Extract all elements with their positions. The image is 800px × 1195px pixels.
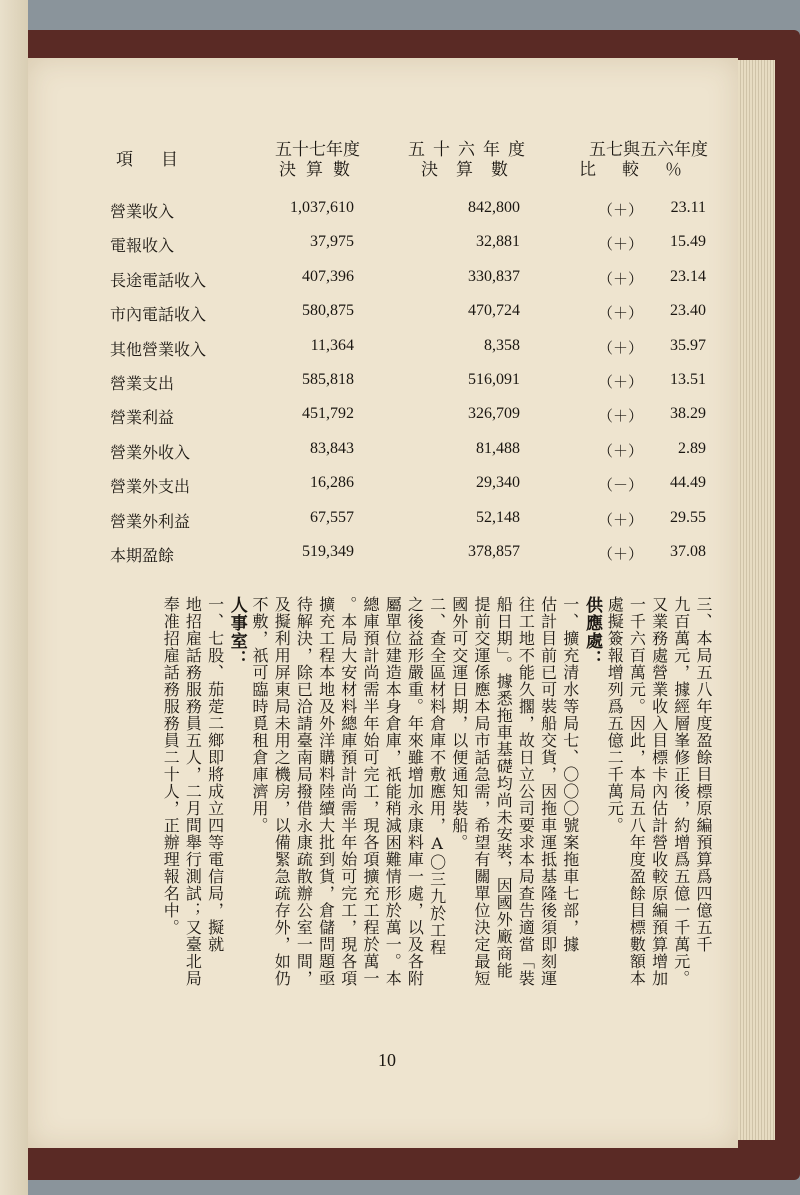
change-sign: （＋） [598, 441, 644, 460]
change-sign: （＋） [598, 407, 644, 426]
text-column: 一、擴充清水等局七、〇〇〇號案拖車七部，據 [560, 596, 580, 953]
value-57: 11,364 [310, 336, 354, 354]
change-percent: 23.14 [670, 267, 706, 285]
value-56: 8,358 [484, 336, 520, 354]
value-56: 330,837 [468, 267, 520, 285]
header-compare-line2: 比較％ [579, 160, 708, 180]
row-label: 營業外利益 [110, 511, 191, 531]
change-percent: 23.40 [670, 302, 706, 320]
value-56: 326,709 [468, 405, 520, 423]
value-57: 519,349 [302, 543, 354, 560]
row-label: 營業收入 [110, 202, 175, 221]
text-column: 之後益形嚴重。年來雖增加永康料庫一處，以及各附 [405, 596, 425, 987]
value-57: 37,975 [310, 233, 354, 251]
text-column: 往工地不能久擱，故日立公司要求本局查告適當「裝 [516, 596, 536, 987]
row-label: 長途電話收入 [110, 270, 207, 290]
value-57: 83,843 [310, 439, 354, 457]
change-percent: 38.29 [670, 405, 706, 423]
value-57: 67,557 [310, 508, 354, 526]
row-label: 其他營業收入 [110, 339, 207, 359]
row-label: 營業外收入 [110, 442, 191, 462]
change-percent: 35.97 [670, 336, 706, 354]
change-sign: （＋） [598, 304, 644, 323]
value-57: 16,286 [310, 474, 354, 492]
row-label: 市內電話收入 [110, 305, 207, 325]
page-stack-edge [735, 60, 775, 1140]
header-item: 項目 [116, 150, 206, 170]
value-56: 470,724 [468, 302, 520, 320]
value-56: 842,800 [468, 199, 520, 216]
change-sign: （＋） [598, 545, 644, 563]
text-column: 三、本局五八年度盈餘目標原編預算爲四億五千 [694, 596, 713, 953]
previous-page-edge [0, 0, 28, 1195]
header-56-line2: 決算數 [421, 160, 526, 180]
value-56: 516,091 [468, 371, 520, 388]
text-column: 提前交運係應本局市話急需，希望有關單位決定最短 [472, 596, 491, 987]
value-57: 1,037,610 [290, 199, 354, 216]
text-column: 一千六百萬元。因此，本局五八年度盈餘目標數額本 [627, 596, 647, 987]
change-sign: （＋） [598, 510, 644, 529]
text-column: 不敷，祇可臨時覓租倉庫濟用。 [250, 596, 269, 834]
value-56: 32,881 [476, 233, 520, 251]
change-sign: （＋） [598, 201, 644, 219]
section-heading: 人事室： [226, 596, 247, 668]
text-column: 擴充工程本地及外洋購料陸續大批到貨，倉儲問題亟 [316, 596, 336, 987]
text-column: 待解決，除已洽請臺南局撥借永康疏散辦公室一間， [294, 596, 314, 987]
text-column: 總庫預計尚需半年始可完工，現各項擴充工程於萬一 [361, 596, 380, 987]
change-percent: 13.51 [670, 371, 706, 388]
change-sign: （＋） [598, 338, 644, 357]
text-column: 國外可交運日期，以便通知裝船。 [449, 596, 469, 851]
row-label: 營業支出 [110, 374, 175, 393]
change-sign: （－） [598, 476, 644, 495]
text-column: 。本局大安材料總庫預計尚需半年始可完工，現各項 [338, 596, 358, 987]
header-compare-line1: 五七與五六年度 [589, 140, 708, 160]
text-column: 九百萬元，據經層峯修正後，約增爲五億一千萬元。 [671, 596, 691, 987]
change-percent: 23.11 [670, 199, 706, 216]
text-column: 一、七股、茄萣二鄉即將成立四等電信局，擬就 [205, 596, 225, 953]
row-label: 營業利益 [110, 408, 175, 428]
value-57: 580,875 [302, 302, 354, 320]
value-56: 378,857 [468, 543, 520, 560]
value-57: 451,792 [302, 405, 354, 423]
text-column: 又業務處營業收入目標卡內估計營收較原編預算增加 [649, 596, 669, 987]
change-sign: （＋） [598, 373, 644, 391]
page-number: 10 [378, 1050, 396, 1070]
change-percent: 44.49 [670, 474, 706, 492]
change-percent: 2.89 [678, 439, 706, 457]
text-column: 估計目前已可裝船交貨，因拖車運抵基隆後須即刻運 [538, 596, 558, 987]
value-57: 585,818 [302, 371, 354, 388]
change-percent: 15.49 [670, 233, 706, 251]
document-page [28, 58, 738, 1148]
header-57-line1: 五十七年度 [275, 140, 360, 160]
change-sign: （＋） [598, 235, 644, 254]
text-column: 處擬簽報增列爲五億二千萬元。 [605, 596, 625, 834]
text-column: 奉准招雇話務服務員二十人，正辦理報名中。 [161, 596, 181, 936]
change-sign: （＋） [598, 269, 644, 288]
value-57: 407,396 [302, 267, 354, 285]
value-56: 52,148 [476, 508, 520, 526]
header-56-line1: 五十六年度 [408, 140, 533, 160]
text-column: 二、查全區材料倉庫不敷應用，A〇三九於工程 [427, 596, 447, 956]
row-label: 本期盈餘 [110, 546, 175, 565]
text-column: 船日期」。據悉拖車基礎均尚未安裝，因國外廠商能 [494, 596, 514, 979]
row-label: 電報收入 [110, 236, 175, 256]
change-percent: 37.08 [670, 543, 706, 560]
section-heading: 供應處： [582, 596, 602, 668]
text-column: 及擬利用屏東局未用之機房，以備緊急疏存外，如仍 [272, 596, 292, 987]
change-percent: 29.55 [670, 508, 706, 526]
text-column: 地招雇話務服務員五人，二月間舉行測試；又臺北局 [183, 596, 203, 987]
header-57-line2: 決算數 [279, 160, 360, 180]
row-label: 營業外支出 [110, 477, 191, 497]
text-column: 屬單位建造本身倉庫，祇能稍減困難情形於萬一。本 [383, 596, 403, 987]
value-56: 29,340 [476, 474, 520, 492]
value-56: 81,488 [476, 439, 520, 457]
